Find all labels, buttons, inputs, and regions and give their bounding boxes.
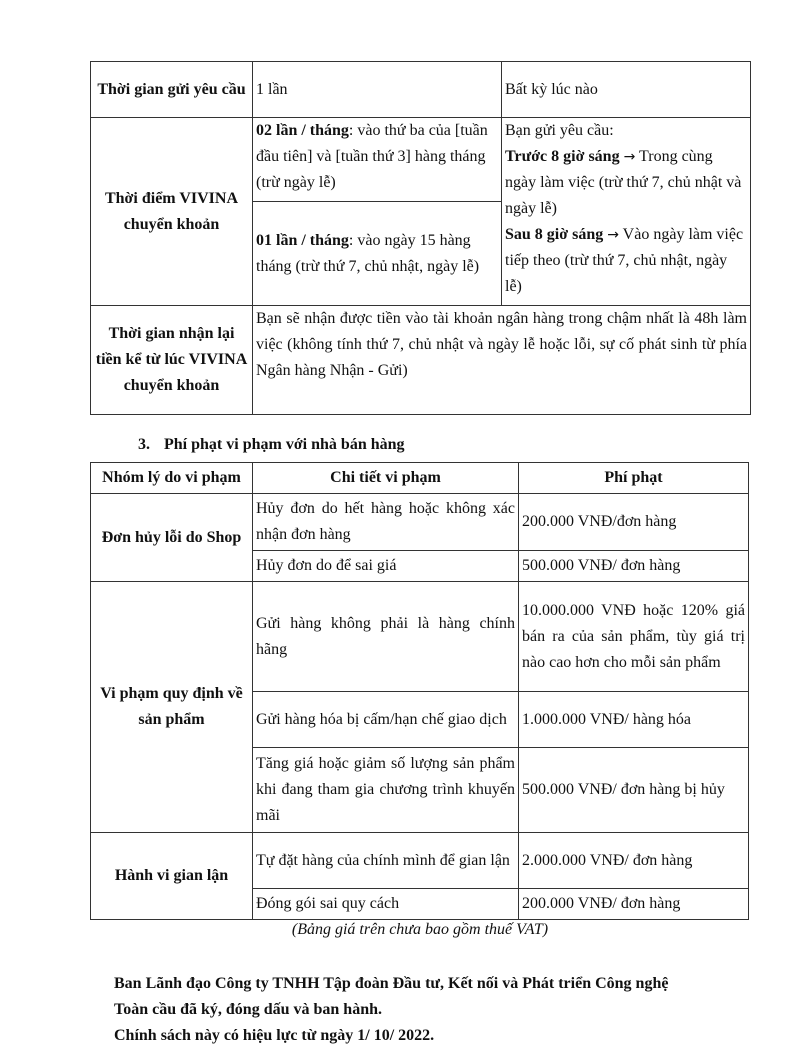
footer-line: Toàn cầu đã ký, đóng dấu và ban hành. xyxy=(114,1001,382,1018)
timing-after-8am xyxy=(505,222,747,300)
vat-note: (Bảng giá trên chưa bao gồm thuế VAT) xyxy=(291,921,549,938)
footer-statement xyxy=(114,971,754,1049)
timing-before-8am xyxy=(505,144,747,222)
penalty-fee: 500.000 VNĐ/ đơn hàng bị hủy xyxy=(519,748,749,833)
violation-detail: Tăng giá hoặc giảm số lượng sản phẩm khi đang tham gia chương trình khuyến mãi xyxy=(253,748,519,833)
frequency-detail: : vào ngày 15 hàng tháng (trừ thứ 7, chủ nhật, ngày lễ) xyxy=(256,231,480,275)
timing-after-detail: Vào ngày làm việc tiếp theo (trừ thứ 7, chủ nhật, ngày lễ) xyxy=(505,226,744,295)
timing-after-label: Sau 8 giờ sáng xyxy=(505,226,604,243)
frequency-label: 01 lần / tháng xyxy=(256,231,349,249)
table-row xyxy=(91,494,749,551)
row-label: Thời gian gửi yêu cầu xyxy=(91,62,253,118)
violation-detail: Tự đặt hàng của chính mình để gian lận xyxy=(253,833,519,889)
violation-detail: Hủy đơn do hết hàng hoặc không xác nhận đơn hàng xyxy=(253,494,519,551)
arrow-right-icon: → xyxy=(607,227,619,243)
table-row xyxy=(91,582,749,692)
violation-group: Hành vi gian lận xyxy=(91,833,253,920)
cell-receive-time: Bạn sẽ nhận được tiền vào tài khoản ngân hàng trong chậm nhất là 48h làm việc (không tính thứ 7, chủ nhật và ngày lễ hoặc lỗi, sự cố phát sinh từ phía Ngân hàng Nhận - Gửi) xyxy=(253,306,751,415)
frequency-label: 02 lần / tháng xyxy=(256,122,349,139)
row-label: Thời điểm VIVINA chuyển khoản xyxy=(91,118,253,306)
effective-date: Chính sách này có hiệu lực từ ngày 1/ 10/ 2022. xyxy=(114,1027,435,1044)
column-header: Phí phạt xyxy=(519,463,749,494)
timing-before-label: Trước 8 giờ sáng xyxy=(505,148,620,165)
section-heading xyxy=(138,436,405,454)
penalty-fee: 500.000 VNĐ/ đơn hàng xyxy=(519,551,749,582)
cell-twice-monthly xyxy=(253,118,502,202)
cell-monthly-frequency: 1 lần xyxy=(253,62,502,118)
column-header: Chi tiết vi phạm xyxy=(253,463,519,494)
cell-transfer-timing xyxy=(502,118,751,306)
cell-once-monthly xyxy=(253,202,502,306)
frequency-detail: : vào thứ ba của [tuần đầu tiên] và [tuần thứ 3] hàng tháng (trừ ngày lễ) xyxy=(256,122,488,191)
footer-line: Ban Lãnh đạo Công ty TNHH Tập đoàn Đầu tư, Kết nối và Phát triển Công nghệ xyxy=(114,975,669,992)
timing-before-detail: Trong cùng ngày làm việc (trừ thứ 7, chủ nhật và ngày lễ) xyxy=(505,148,742,217)
table-row xyxy=(91,833,749,889)
violation-detail: Hủy đơn do để sai giá xyxy=(253,551,519,582)
penalty-table xyxy=(90,462,749,920)
penalty-fee: 2.000.000 VNĐ/ đơn hàng xyxy=(519,833,749,889)
penalty-fee: 10.000.000 VNĐ hoặc 120% giá bán ra của sản phẩm, tùy giá trị nào cao hơn cho mỗi sản phẩm xyxy=(519,582,749,692)
timing-intro: Bạn gửi yêu cầu: xyxy=(505,122,614,139)
cell-anytime: Bất kỳ lúc nào xyxy=(502,62,751,118)
penalty-fee: 200.000 VNĐ/ đơn hàng xyxy=(519,889,749,920)
arrow-right-icon: → xyxy=(623,149,636,165)
section-title: Phí phạt vi phạm với nhà bán hàng xyxy=(164,436,405,453)
column-header: Nhóm lý do vi phạm xyxy=(91,463,253,494)
payout-schedule-table xyxy=(90,61,751,415)
penalty-fee: 200.000 VNĐ/đơn hàng xyxy=(519,494,749,551)
row-label: Thời gian nhận lại tiền kể từ lúc VIVINA chuyển khoản xyxy=(91,306,253,415)
violation-group: Vi phạm quy định về sản phẩm xyxy=(91,582,253,833)
violation-group: Đơn hủy lỗi do Shop xyxy=(91,494,253,582)
violation-detail: Gửi hàng không phải là hàng chính hãng xyxy=(253,582,519,692)
table-row xyxy=(91,62,751,118)
violation-detail: Đóng gói sai quy cách xyxy=(253,889,519,920)
penalty-fee: 1.000.000 VNĐ/ hàng hóa xyxy=(519,692,749,748)
violation-detail: Gửi hàng hóa bị cấm/hạn chế giao dịch xyxy=(253,692,519,748)
table-row xyxy=(91,118,751,202)
table-row xyxy=(91,306,751,415)
section-number: 3. xyxy=(138,436,150,453)
table-header-row xyxy=(91,463,749,494)
